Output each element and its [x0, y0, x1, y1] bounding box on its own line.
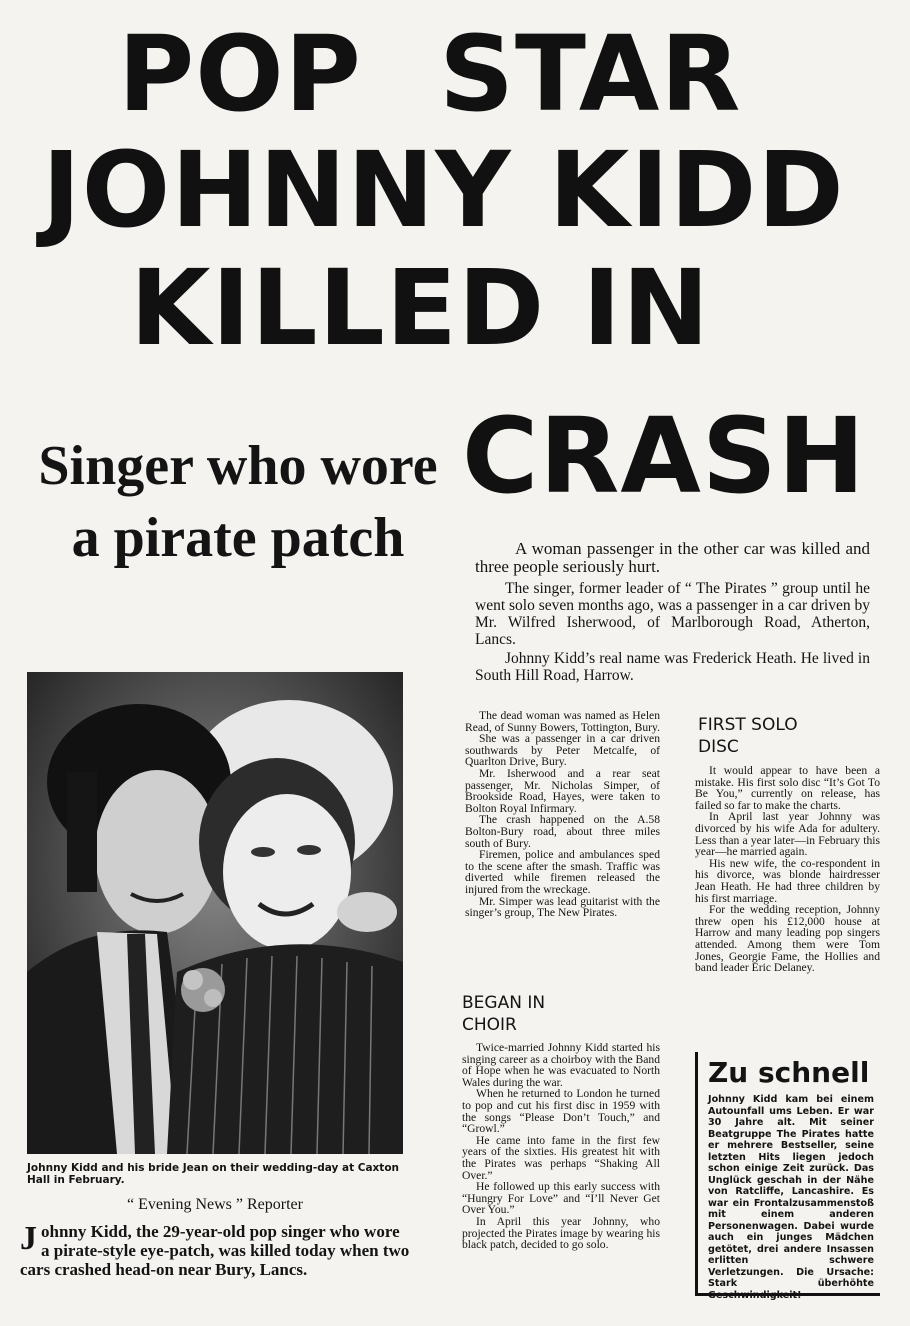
headline-line-2: JOHNNY KIDD — [42, 129, 845, 251]
column-a-paragraph: The crash happened on the A.58 Bolton-Bury road, about three miles south of Bury. — [465, 813, 660, 850]
choir-paragraph: Twice-married Johnny Kidd started his singing career as a choirboy with the Band of Hope when he was evacuated to North Wales during the war. — [462, 1041, 660, 1089]
column-a-paragraph: She was a passenger in a car driven southwards by Peter Metcalfe, of Quarlton Drive, Bury. — [465, 732, 660, 769]
article-column-choir — [462, 1042, 660, 1251]
byline: “ Evening News ” Reporter — [127, 1196, 303, 1213]
article-column-a — [465, 710, 660, 919]
column-a-paragraph: Mr. Isherwood and a rear seat passenger, Mr. Nicholas Simper, of Brookside Road, Hayes, were taken to Bolton Royal Infirmary. — [465, 766, 660, 815]
first-solo-paragraph: His new wife, the co-respondent in his divorce, was blonde hairdresser Jean Heath. He had three children by his first marriage. — [695, 856, 880, 905]
lead-paragraph — [20, 1222, 410, 1279]
intro-paragraph-1: A woman passenger in the other car was killed and three people seriously hurt. — [475, 539, 870, 576]
subheading-line: CHOIR — [462, 1015, 517, 1035]
photo-caption: Johnny Kidd and his bride Jean on their wedding-day at Caxton Hall in February. — [27, 1162, 400, 1186]
column-a-paragraph: Firemen, police and ambulances sped to the scene after the smash. Traffic was diverted while firemen released the injured from the wreckage. — [465, 848, 660, 896]
headline-line-1: POP STAR — [118, 13, 742, 135]
column-a-paragraph: The dead woman was named as Helen Read, of Sunny Bowers, Tottington, Bury. — [465, 709, 660, 734]
first-solo-paragraph: It would appear to have been a mistake. His first solo disc “It’s Got To Be You,” currently on release, has failed so far to make the charts. — [695, 764, 880, 812]
drop-cap: J — [20, 1220, 37, 1257]
article-column-first-solo — [695, 765, 880, 974]
subheading-first-solo-disc — [698, 714, 798, 758]
box-title: Zu schnell — [708, 1056, 870, 1089]
first-solo-paragraph: In April last year Johnny was divorced by his wife Ada for adultery. Less than a year later—in February this year—he married again. — [695, 810, 880, 859]
choir-paragraph: In April this year Johnny, who projected the Pirates image by wearing his black patch, decided to go solo. — [462, 1214, 660, 1252]
intro-paragraph-2: The singer, former leader of “ The Pirates ” group until he went solo seven months ago, was a passenger in a car driven by Mr. Wilfred Isherwood, of Marlborough Road, Atherton, Lancs. — [475, 580, 870, 648]
subheadline: Singer who wore a pirate patch — [38, 435, 438, 569]
subheading-line: DISC — [698, 737, 739, 757]
zu-schnell-box — [695, 1052, 880, 1301]
column-a-paragraph: Mr. Simper was lead guitarist with the singer’s group, The New Pirates. — [465, 894, 660, 920]
headline-line-4: CRASH — [462, 395, 866, 517]
choir-paragraph: He came into fame in the first few years of the sixties. His greatest hit with the Pirates was perhaps “Shaking All Over.” — [462, 1133, 660, 1182]
choir-paragraph: When he returned to London he turned to pop and cut his first disc in 1959 with the songs “Please Don’t Touch,” and “Growl.” — [462, 1087, 660, 1136]
choir-paragraph: He followed up this early success with “Hungry For Love” and “I’ll Never Get Over You.” — [462, 1180, 660, 1217]
intro-paragraph-3: Johnny Kidd’s real name was Frederick Heath. He lived in South Hill Road, Harrow. — [475, 650, 870, 684]
lead-text: ohnny Kidd, the 29-year-old pop singer who wore a pirate-style eye-patch, was killed today when two cars crashed head-on near Bury, Lancs. — [20, 1222, 410, 1279]
box-body: Johnny Kidd kam bei einem Autounfall ums Leben. Er war 30 Jahre alt. Mit seiner Beatgruppe The Pirates hatte er mehrere Bestseller, seine letzten Hits liegen jedoch schon einige Zeit zurück. Das Unglück geschah in der Nähe von Ratcliffe, Lancashire. Es war ein Frontalzusammenstoß mit einem anderen Personenwagen. Dabei wurde auch ein junges Mädchen getötet, drei andere Insassen erlitten schwere Verletzungen. Die Ursache: Stark überhöhte Geschwindigkeit! — [708, 1094, 874, 1301]
first-solo-paragraph: For the wedding reception, Johnny threw open his £12,000 house at Harrow and many leading pop singers attended. Among them were Tom Jones, Georgie Fame, the Hollies and band leader Eric Delaney. — [695, 903, 880, 975]
subheading-line: BEGAN IN — [462, 993, 546, 1013]
headline-line-3: KILLED IN — [130, 247, 711, 369]
wedding-photo — [27, 672, 403, 1154]
wedding-photo-illustration — [27, 672, 403, 1154]
subheading-line: FIRST SOLO — [698, 715, 798, 735]
subheading-began-in-choir — [462, 992, 545, 1036]
